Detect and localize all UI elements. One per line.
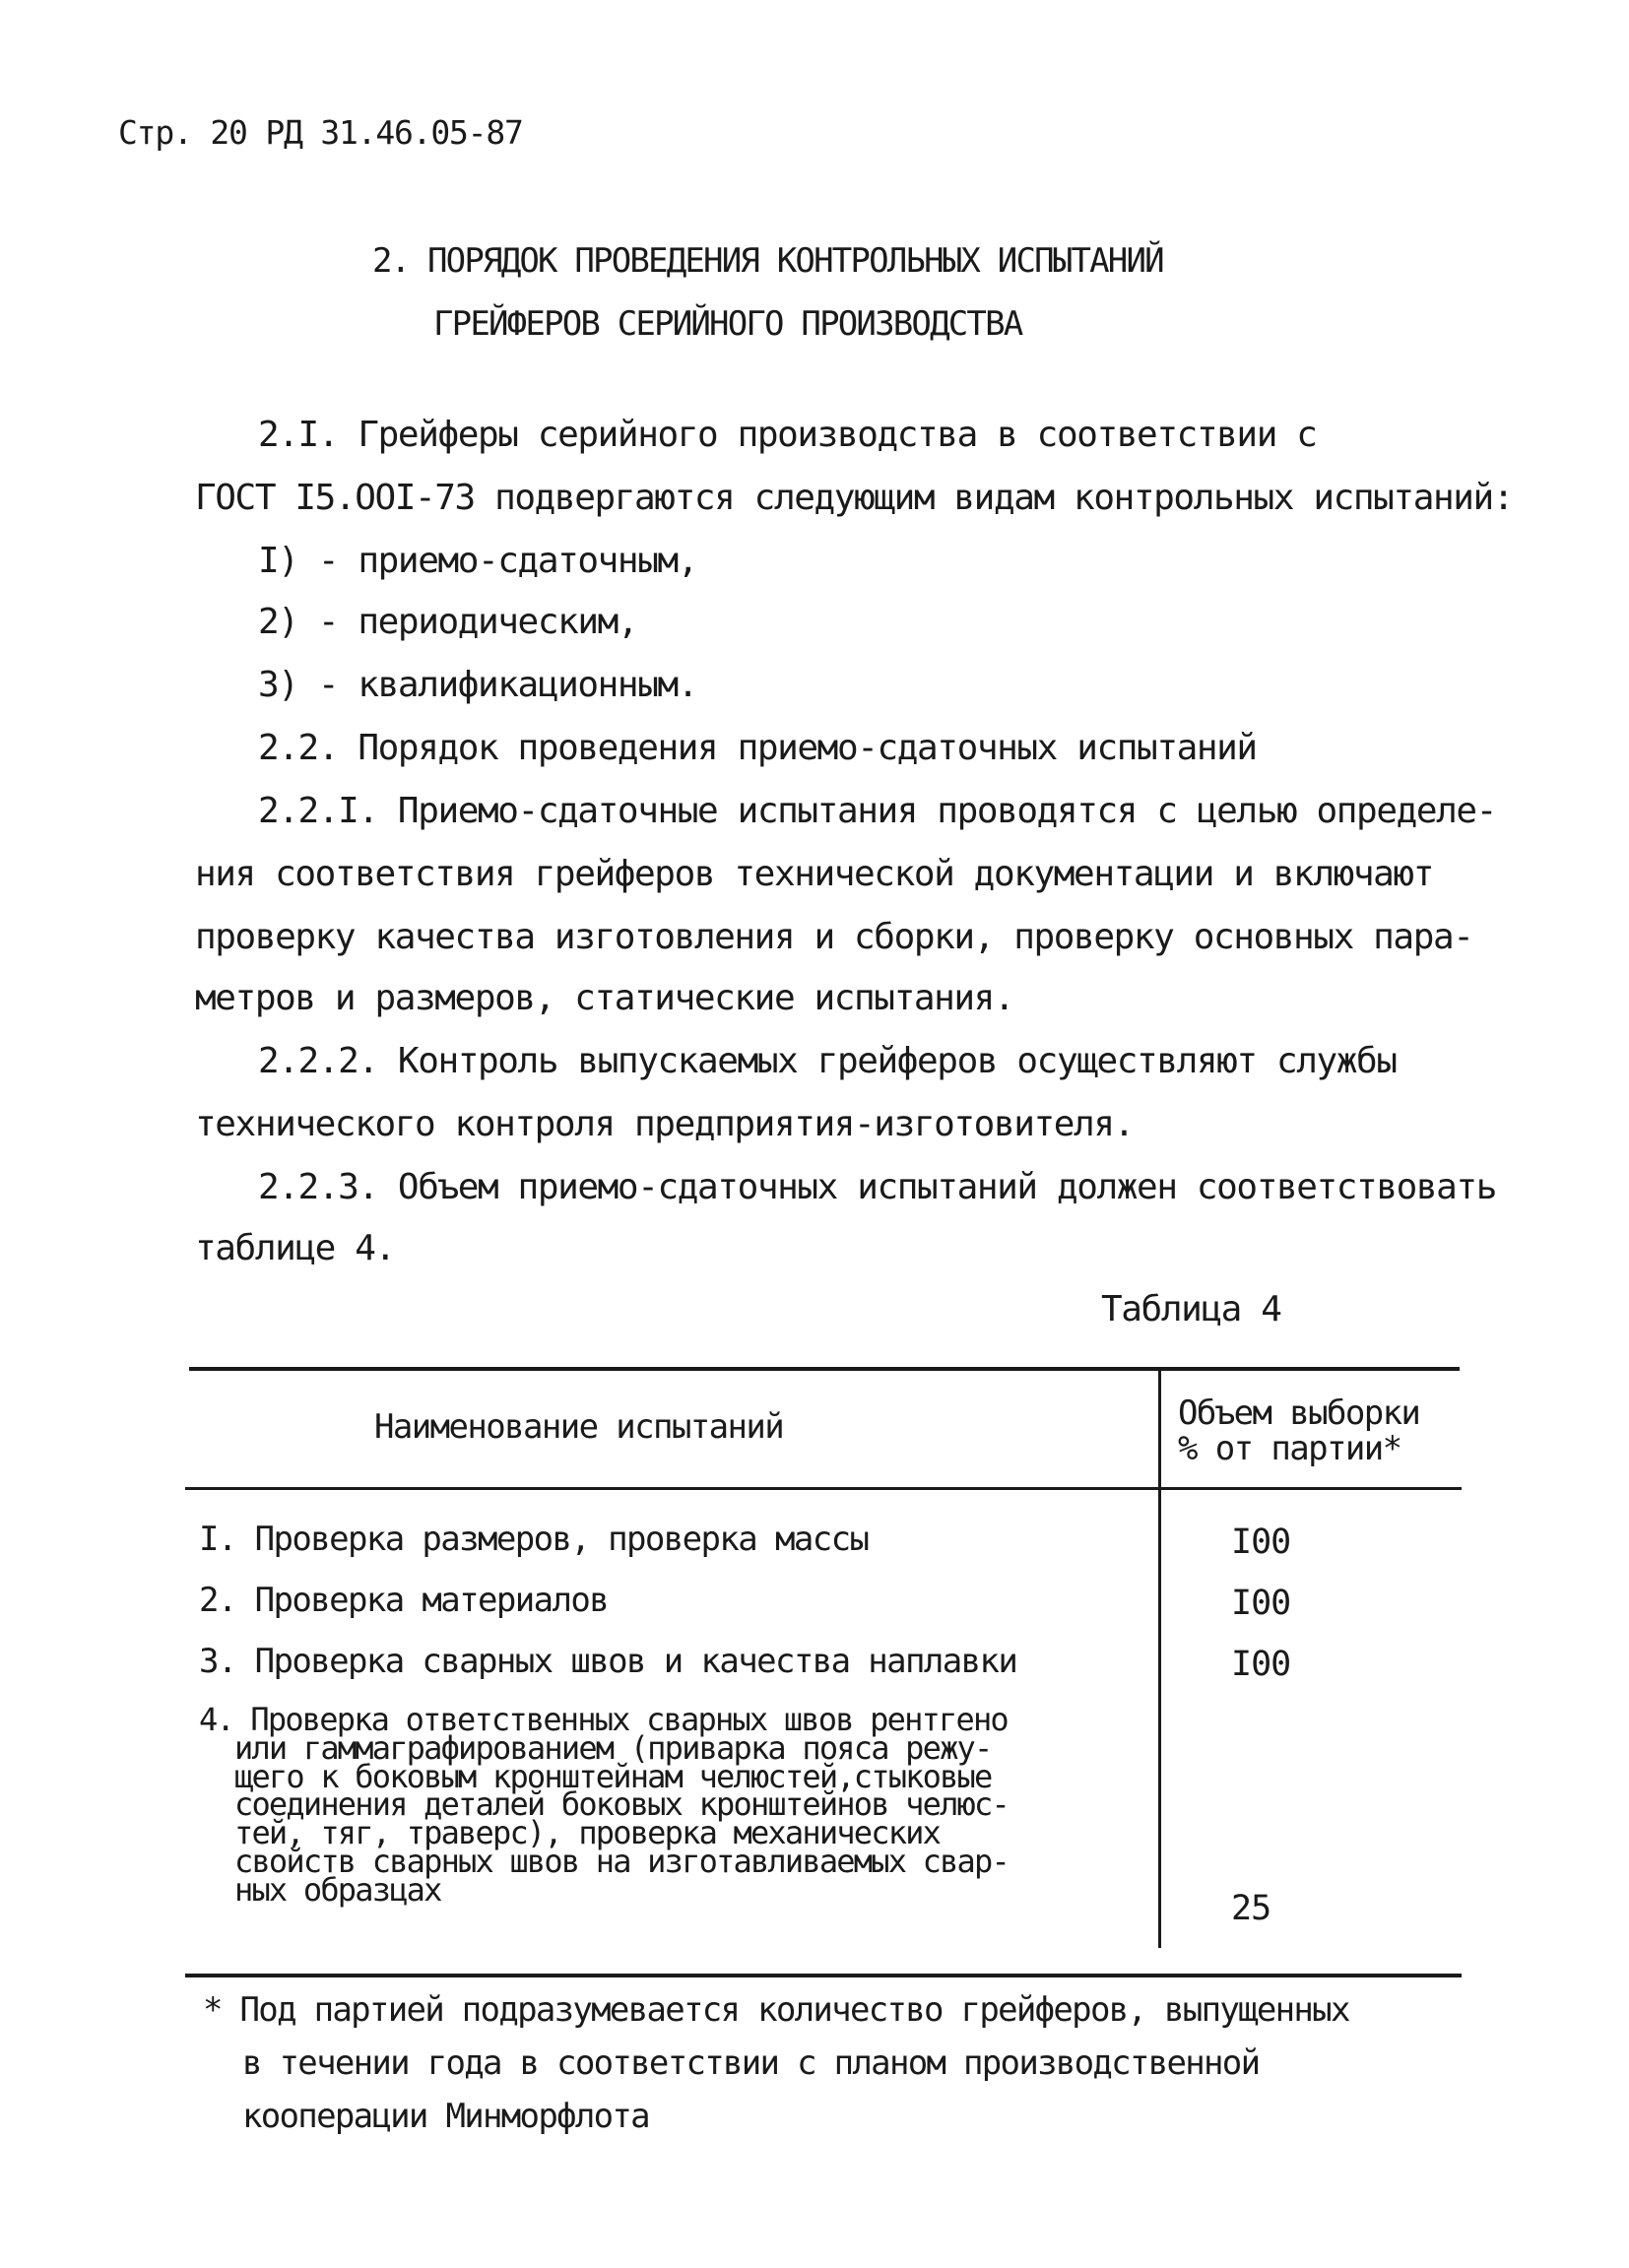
row-test-name-line: соединения деталей боковых кронштейнов челюс- — [234, 1785, 1009, 1824]
row-sample-value: I00 — [1231, 1523, 1291, 1562]
paragraph-2-2-2-line-1: 2.2.2. Контроль выпускаемых грейферов осуществляют службы — [258, 1041, 1397, 1081]
row-test-name-line: или гаммаграфированием (приварка пояса режу- — [234, 1728, 992, 1767]
paragraph-2-2-1-line-1: 2.2.I. Приемо-сдаточные испытания проводятся с целью определе- — [258, 791, 1496, 831]
paragraph-2-1-line-2: ГОСТ I5.OOI-73 подвергаются следующим видам контрольных испытаний: — [195, 478, 1514, 518]
row-test-name-line: тей, тяг, траверс), проверка механических — [234, 1814, 941, 1852]
section-title-line-1: 2. ПОРЯДОК ПРОВЕДЕНИЯ КОНТРОЛЬНЫХ ИСПЫТАНИЙ — [372, 241, 1163, 281]
paragraph-2-1-line-1: 2.I. Грейферы серийного производства в соответствии с — [258, 415, 1317, 455]
row-test-name-line: 4. Проверка ответственных сварных швов рентгено — [199, 1701, 1008, 1738]
row-test-name-multiline — [199, 1701, 1009, 1909]
table-caption: Таблица 4 — [1101, 1289, 1281, 1329]
list-item-1: I) - приемо-сдаточным, — [258, 541, 698, 581]
footnote-line-3: кооперации Минморфлота — [242, 2097, 649, 2136]
table-column-divider — [1158, 1367, 1161, 1948]
row-test-name: 3. Проверка сварных швов и качества наплавки — [199, 1642, 1017, 1681]
column-header-test-name: Наименование испытаний — [374, 1407, 784, 1447]
paragraph-2-2-3-line-1: 2.2.3. Объем приемо-сдаточных испытаний должен соответствовать — [258, 1167, 1496, 1207]
paragraph-2-2: 2.2. Порядок проведения приемо-сдаточных испытаний — [258, 728, 1257, 768]
row-sample-value: 25 — [1231, 1889, 1271, 1928]
column-header-sample-size-line-1: Объем выборки — [1178, 1393, 1420, 1433]
paragraph-2-2-1-line-3: проверку качества изготовления и сборки, проверку основных пара- — [195, 917, 1473, 957]
list-item-3: 3) - квалификационным. — [258, 665, 698, 705]
column-header-sample-size — [1178, 1393, 1420, 1468]
footnote-line-1: * Под партией подразумевается количество грейферов, выпущенных — [203, 1990, 1349, 2030]
row-sample-value: I00 — [1231, 1645, 1291, 1684]
list-item-2: 2) - периодическим, — [258, 602, 638, 642]
row-test-name-line: ных образцах — [234, 1870, 441, 1909]
page-reference: Стр. 20 РД 31.46.05-87 — [118, 113, 523, 152]
paragraph-2-2-1-line-4: метров и размеров, статические испытания. — [195, 978, 1014, 1018]
row-sample-value: I00 — [1231, 1584, 1291, 1623]
row-test-name: I. Проверка размеров, проверка массы — [199, 1520, 869, 1559]
paragraph-2-2-3-line-2: таблице 4. — [195, 1228, 395, 1268]
paragraph-2-2-1-line-2: ния соответствия грейферов технической документации и включают — [195, 854, 1433, 894]
section-title-line-2: ГРЕЙФЕРОВ СЕРИЙНОГО ПРОИЗВОДСТВА — [433, 304, 1022, 344]
row-test-name: 2. Проверка материалов — [199, 1581, 609, 1620]
footnote-line-2: в течении года в соответствии с планом производственной — [242, 2043, 1260, 2083]
paragraph-2-2-2-line-2: технического контроля предприятия-изготовителя. — [195, 1104, 1134, 1144]
table-bottom-rule — [185, 1974, 1462, 1977]
table-top-rule — [189, 1367, 1460, 1371]
table-header-rule — [185, 1487, 1462, 1490]
row-test-name-line: щего к боковым кронштейнам челюстей,стыковые — [234, 1757, 992, 1795]
row-test-name-line: свойств сварных швов на изготавливаемых свар- — [234, 1842, 1009, 1880]
column-header-sample-size-line-2: % от партии* — [1178, 1428, 1401, 1468]
